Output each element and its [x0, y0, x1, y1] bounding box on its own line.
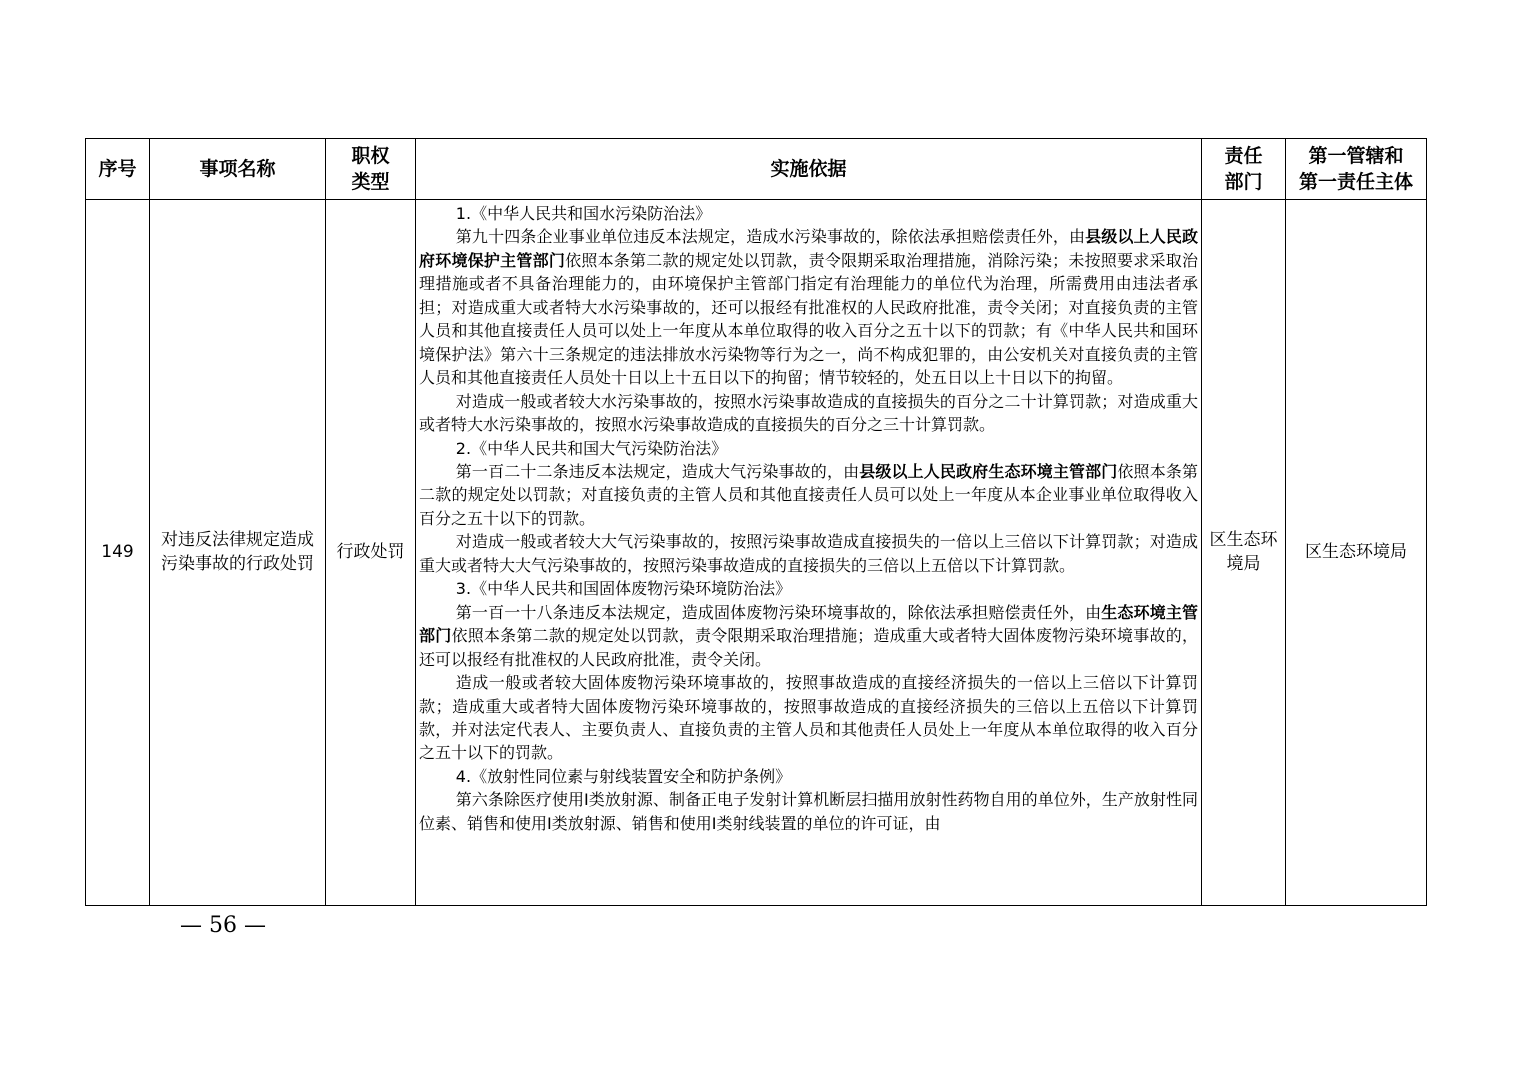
header-subject-line2: 第一责任主体: [1298, 171, 1413, 193]
law1-p1-bold: 县级以上人民政府环境保护主管部门: [419, 227, 1198, 270]
law3-title: 3.《中华人民共和国固体废物污染环境防治法》: [455, 579, 792, 599]
header-power-type: [326, 139, 416, 200]
header-first-subject: [1286, 139, 1427, 200]
law1-paragraph1: [419, 225, 1198, 389]
law3-p1-bold: 生态环境主管部门: [419, 602, 1198, 646]
table-header-row: [86, 139, 1427, 200]
law2-p1-post: 依照本条第二款的规定处以罚款；对直接负责的主管人员和其他直接责任人员可以处上一年度从本企业事业单位取得收入百分之五十以下的罚款。: [419, 461, 1198, 528]
law1-paragraph2: 对造成一般或者较大水污染事故的，按照水污染事故造成的直接损失的百分之二十计算罚款；对造成重大或者特大水污染事故的，按照水污染事故造成的直接损失的百分之三十计算罚款。: [419, 391, 1198, 435]
header-dept-line2: 部门: [1224, 171, 1263, 193]
header-power-type-line1: 职权: [351, 145, 390, 167]
basis-text: [419, 202, 1198, 905]
enforcement-table: [85, 138, 1427, 906]
row-seq: 149: [86, 200, 150, 906]
law1-p1-pre: 第九十四条企业事业单位违反本法规定，造成水污染事故的，除依法承担赔偿责任外，由: [455, 227, 1086, 247]
law2-paragraph2: 对造成一般或者较大大气污染事故的，按照污染事故造成直接损失的一倍以上三倍以下计算罚款；对造成重大或者特大大气污染事故的，按照污染事故造成的直接损失的三倍以上五倍以下计算罚款。: [419, 532, 1198, 575]
row-basis: [416, 200, 1202, 906]
law1-p1-post: 依照本条第二款的规定处以罚款，责令限期采取治理措施，消除污染；未按照要求采取治理措施或者不具备治理能力的，由环境保护主管部门指定有治理能力的单位代为治理，所需费用由违法者承担；对造成重大或者特大水污染事故的，还可以报经有批准权的人民政府批准，责令关闭；对直接负责的主管人员和其他直接责任人员可以处上一年度从本单位取得的收入百分之五十以下的罚款；有《中华人民共和国环境保护法》第六十三条规定的违法排放水污染物等行为之一，尚不构成犯罪的，由公安机关对直接负责的主管人员和其他直接责任人员处十日以上十五日以下的拘留；情节较轻的，处五日以上十日以下的拘留。: [419, 250, 1198, 388]
law3-paragraph1: [419, 601, 1198, 671]
header-basis: 实施依据: [416, 139, 1202, 200]
law3-p1-pre: 第一百一十八条违反本法规定，造成固体废物污染环境事故的，除依法承担赔偿责任外，由: [455, 602, 1102, 622]
row-responsible-dept: 区生态环境局: [1202, 200, 1286, 906]
law2-p1-bold: 县级以上人民政府生态环境主管部门: [859, 461, 1118, 481]
law3-paragraph2: 造成一般或者较大固体废物污染环境事故的，按照事故造成的直接经济损失的一倍以上三倍以下计算罚款；造成重大或者特大固体废物污染环境事故的，按照事故造成的直接经济损失的三倍以上五倍以下计算罚款，并对法定代表人、主要负责人、直接负责的主管人员和其他责任人员处上一年度从本单位取得的收入百分之五十以下的罚款。: [419, 673, 1198, 763]
law1-title: 1.《中华人民共和国水污染防治法》: [455, 204, 712, 223]
law3-p1-post: 依照本条第二款的规定处以罚款，责令限期采取治理措施；造成重大或者特大固体废物污染环境事故的，还可以报经有批准权的人民政府批准，责令关闭。: [419, 626, 1198, 669]
law2-p1-pre: 第一百二十二条违反本法规定，造成大气污染事故的，由: [455, 461, 860, 481]
law2-title: 2.《中华人民共和国大气污染防治法》: [455, 438, 728, 458]
header-item-name: 事项名称: [150, 139, 326, 200]
row-power-type: 行政处罚: [326, 200, 416, 906]
header-power-type-line2: 类型: [351, 171, 390, 193]
header-subject-line1: 第一管辖和: [1308, 145, 1404, 167]
law4-paragraph1: 第六条除医疗使用Ⅰ类放射源、制备正电子发射计算机断层扫描用放射性药物自用的单位外，生产放射性同位素、销售和使用Ⅰ类放射源、销售和使用Ⅰ类射线装置的单位的许可证，由: [419, 790, 1198, 833]
row-first-subject: 区生态环境局: [1286, 200, 1427, 906]
row-item-name: 对违反法律规定造成污染事故的行政处罚: [150, 200, 326, 906]
header-dept-line1: 责任: [1224, 145, 1263, 167]
page-number: — 56 —: [180, 913, 266, 938]
table-row: [86, 200, 1427, 906]
header-responsible-dept: [1202, 139, 1286, 200]
header-seq: 序号: [86, 139, 150, 200]
law4-title: 4.《放射性同位素与射线装置安全和防护条例》: [455, 766, 792, 786]
law2-paragraph1: [419, 460, 1198, 530]
